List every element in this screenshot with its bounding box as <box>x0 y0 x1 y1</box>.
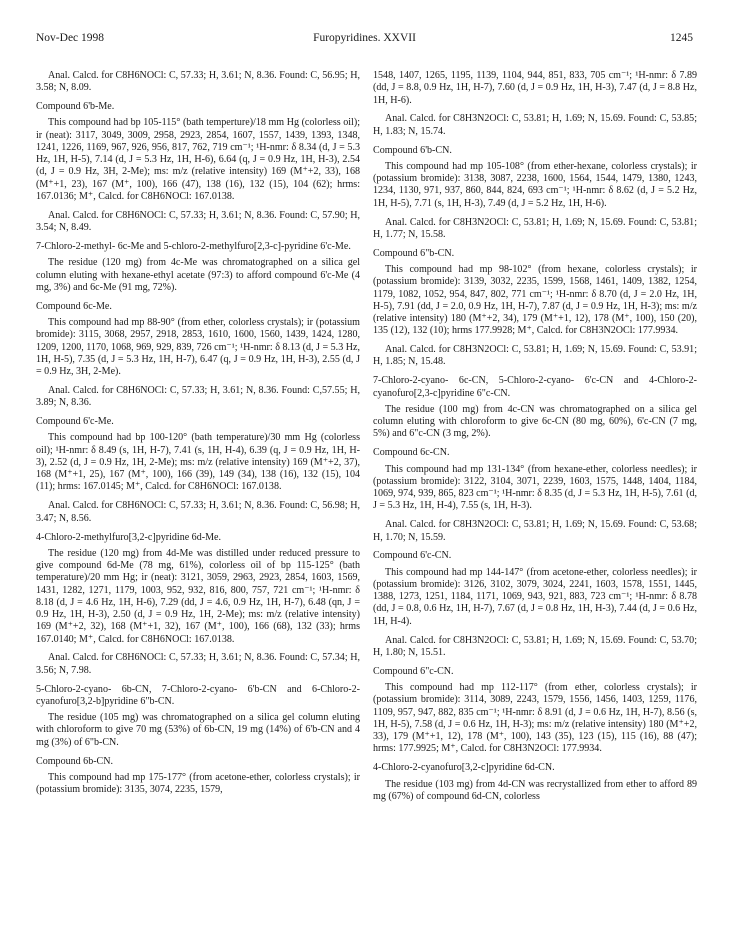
compound-heading: Compound 6"b-CN. <box>373 247 455 259</box>
issue-date: Nov-Dec 1998 <box>36 32 105 44</box>
compound-heading: Compound 6'c-CN. <box>373 550 452 562</box>
compound-heading: Compound 6'b-Me. <box>36 101 115 113</box>
anal-paragraph: Anal. Calcd. for C8H3N2OCl: C, 53.81; H, 1.69; N, 15.69. Found: C, 53.81; H, 1.77; N, 15.58. <box>373 216 697 240</box>
compound-heading: Compound 6b-CN. <box>36 755 114 767</box>
compound-heading: Compound 6c-CN. <box>373 447 450 459</box>
left-column <box>36 70 360 803</box>
section-heading: 7-Chloro-2-cyano- 6c-CN, 5-Chloro-2-cyano- 6'c-CN and 4-Chloro-2-cyanofuro[2,3-c]pyridine 6"c-CN. <box>373 375 697 399</box>
procedure-paragraph: The residue (120 mg) from 4c-Me was chromatographed on a silica gel column eluting with hexane-ethyl acetate (97:3) to afford compound 6'c-Me (4 mg, 3%) and 6c-Me (91 mg, 72%). <box>36 257 360 293</box>
anal-paragraph: Anal. Calcd. for C8H6NOCl: C, 57.33; H, 3.61; N, 8.36. Found: C, 57.34; H, 3.56; N, 7.98. <box>36 652 360 676</box>
procedure-paragraph: The residue (105 mg) was chromatographed on a silica gel column eluting with chloroform to give 70 mg (53%) of 6b-CN, 19 mg (14%) of 6'b-CN and 4 mg (3%) of 6"b-CN. <box>36 712 360 748</box>
section-heading: 5-Chloro-2-cyano- 6b-CN, 7-Chloro-2-cyano- 6'b-CN and 6-Chloro-2-cyanofuro[3,2-b]pyridine 6"b-CN. <box>36 683 360 707</box>
anal-paragraph: Anal. Calcd. for C8H3N2OCl: C, 53.81; H, 1.69; N, 15.69. Found: C, 53.85; H, 1.83; N, 15.74. <box>373 113 697 137</box>
anal-paragraph: Anal. Calcd. for C8H6NOCl: C, 57.33; H, 3.61; N, 8.36. Found: C,57.55; H, 3.89; N, 8.36. <box>36 384 360 409</box>
compound-description: This compound had mp 88-90° (from ether, colorless crystals); ir (potassium bromide): 3115, 3068, 2957, 2918, 2853, 1610, 1600, 1560, 1439, 1424, 1280, 1209, 1200, 1170, 1068, 969, 929, 839, 726 cm⁻¹; ¹H-nmr: δ 8.13 (d, J = 5.3 Hz, 1H, H-5), 7.35 (d, J = 5.3 Hz, 1H, H-7), 6.47 (q, J = 0.9 Hz, 1H, H-3), 2.55 (d, J = 0.9 Hz, 3H, 2-Me). <box>36 317 360 377</box>
running-title: Furopyridines. XXVII <box>313 32 416 44</box>
procedure-paragraph: The residue (103 mg) from 4d-CN was recrystallized from ether to afford 89 mg (67%) of compound 6d-CN, colorless <box>373 778 697 802</box>
anal-paragraph: Anal. Calcd. for C8H3N2OCl: C, 53.81; H, 1.69; N, 15.69. Found: C, 53.68; H, 1.70; N, 15.59. <box>373 519 697 543</box>
compound-description: This compound had bp 105-115° (bath temperture)/18 mm Hg (colorless oil); ir (neat): 3117, 3049, 3009, 2958, 2923, 2854, 1607, 1557, 1439, 1393, 1348, 1241, 1226, 1169, 967, 926, 956, 817, 762, 719 cm⁻¹; ¹H-nmr: δ 8.34 (d, J = 5.3 Hz, 1H, H-5), 7.14 (d, J = 5.3 Hz, 1H, H-6), 6.64 (q, J = 0.9 Hz, 1H, H-3), 2.54 (d, J = 0.9 Hz, 3H, 2-Me); ms: m/z (relative intensity) 169 (M⁺+2, 33), 168 (M⁺+1, 23), 167 (M⁺, 100), 166 (47), 138 (16), 132 (15), 104 (62); hrms: 167.0136; M⁺, Calcd. for C8H6NOCl: 167.0138. <box>36 117 360 202</box>
compound-description: This compound had mp 144-147° (from acetone-ether, colorless needles); ir (potassium bromide): 3126, 3102, 3079, 3024, 2241, 1603, 1578, 1551, 1445, 1388, 1273, 1251, 1184, 1171, 1069, 943, 921, 883, 723 cm⁻¹; ¹H-nmr: δ 8.78 (dd, J = 0.8, 0.6 Hz, 1H, H-7), 7.67 (d, J = 0.8 Hz, 1H, H-3), 7.44 (d, J = 0.6 Hz, 1H, H-4). <box>373 566 697 627</box>
procedure-paragraph: The residue (100 mg) from 4c-CN was chromatographed on a silica gel column eluting with chloroform to give 6c-CN (80 mg, 60%), 6'c-CN (7 mg, 5%) and 6"c-CN (3 mg, 2%). <box>373 403 697 440</box>
compound-description: This compound had mp 131-134° (from hexane-ether, colorless needles); ir (potassium bromide): 3122, 3104, 3071, 2239, 1603, 1575, 1448, 1404, 1184, 1069, 974, 939, 865, 823 cm⁻¹; ¹H-nmr: δ 8.35 (d, J = 5.3 Hz, 1H, H-5), 7.61 (d, J = 5.3 Hz, 1H, H-4), 7.55 (s, 1H, H-3). <box>373 463 697 512</box>
compound-description: This compound had mp 98-102° (from hexane, colorless crystals); ir (potassium bromide): 3139, 3032, 2235, 1599, 1568, 1461, 1409, 1382, 1254, 1179, 1082, 1052, 954, 847, 802, 771 cm⁻¹; ¹H-nmr: δ 8.70 (d, J = 2.0 Hz, 1H, H-5), 7.91 (dd, J = 2.0, 0.9 Hz, 1H, H-7), 7.87 (d, J = 0.9 Hz, 1H, H-3); ms: m/z (relative intensity) 180 (M⁺+2, 34), 179 (M⁺+1, 12), 178 (M⁺, 100), 150 (20), 135 (12), 132 (10); hrms 177.9928; M⁺, Calcd. for C8H3N2OCl: 177.9934. <box>373 264 697 337</box>
compound-description-continued: 1548, 1407, 1265, 1195, 1139, 1104, 944, 851, 833, 705 cm⁻¹; ¹H-nmr: δ 7.89 (dd, J = 8.8, 0.9 Hz, 1H, H-7), 7.60 (d, J = 0.9 Hz, 1H, H-3), 7.47 (d, J = 8.8 Hz, 1H, H-6). <box>373 70 697 106</box>
compound-heading: Compound 6'c-Me. <box>36 416 114 428</box>
anal-paragraph: Anal. Calcd. for C8H6NOCl: C, 57.33; H, 3.61; N, 8.36. Found: C, 56.95; H, 3.58; N, 8.09. <box>36 70 360 94</box>
anal-paragraph: Anal. Calcd. for C8H3N2OCl: C, 53.81; H, 1.69; N, 15.69. Found: C, 53.91; H, 1.85; N, 15.48. <box>373 344 697 368</box>
section-heading: 4-Chloro-2-methylfuro[3,2-c]pyridine 6d-Me. <box>36 531 221 543</box>
anal-paragraph: Anal. Calcd. for C8H6NOCl: C, 57.33; H, 3.61; N, 8.36. Found: C, 56.98; H, 3.47; N, 8.56. <box>36 500 360 524</box>
compound-heading: Compound 6'b-CN. <box>373 144 452 156</box>
procedure-paragraph: The residue (120 mg) from 4d-Me was distilled under reduced pressure to give compound 6d-Me (78 mg, 61%), colorless oil of bp 115-125° (bath temperature)/20 mm Hg; ir (neat): 3121, 3059, 2963, 2923, 2854, 1603, 1569, 1431, 1282, 1271, 1179, 1003, 952, 932, 816, 800, 757, 721 cm⁻¹; ¹H-nmr: δ 8.18 (d, J = 4.6 Hz, 1H, H-6), 7.29 (dd, J = 4.6, 0.9 Hz, 1H, H-7), 6.48 (qn, J = 0.9 Hz, 1H, H-3), 2.50 (d, J = 0.9 Hz, 1H, 2-Me); ms: m/z (relative intensity) 169 (M⁺+2, 32), 168 (M⁺+1, 32), 167 (M⁺, 100), 166 (68), 132 (33); hrms 167.0140; M⁺, Calcd. for C8H6NOCl: 167.0138. <box>36 547 360 645</box>
section-heading: 4-Chloro-2-cyanofuro[3,2-c]pyridine 6d-CN. <box>373 762 555 774</box>
section-heading: 7-Chloro-2-methyl- 6c-Me and 5-chloro-2-methylfuro[2,3-c]-pyridine 6'c-Me. <box>36 241 351 253</box>
compound-description: This compound had mp 105-108° (from ether-hexane, colorless crystals); ir (potassium bromide): 3138, 3087, 2238, 1600, 1564, 1544, 1479, 1380, 1243, 1234, 1130, 971, 937, 860, 844, 824, 693 cm⁻¹; ¹H-nmr: δ 8.62 (d, J = 5.2 Hz, 1H, H-5), 7.71 (s, 1H, H-3), 7.49 (d, J = 5.2 Hz, 1H, H-6). <box>373 160 697 209</box>
running-header <box>36 32 693 48</box>
compound-description: This compound had bp 100-120° (bath temperature)/30 mm Hg (colorless oil); ¹H-nmr: δ 8.49 (s, 1H, H-7), 7.41 (s, 1H, H-4), 6.39 (q, J = 0.9 Hz, 1H, H-3), 2.52 (d, J = 0.9 Hz, 1H, 2-Me); ms: m/z (relative intensity) 169 (M⁺+2, 37), 168 (M⁺+1, 25), 167 (M⁺, 100), 166 (39), 149 (34), 138 (16), 132 (15), 104 (11); hrms: 167.0145; M⁺, Calcd. for C8H6NOCl: 167.0138. <box>36 432 360 493</box>
page-number: 1245 <box>670 32 693 44</box>
compound-description: This compound had mp 175-177° (from acetone-ether, colorless crystals); ir (potassium bromide): 3135, 3074, 2235, 1579, <box>36 771 360 796</box>
compound-heading: Compound 6c-Me. <box>36 300 112 312</box>
anal-paragraph: Anal. Calcd. for C8H6NOCl: C, 57.33; H, 3.61; N, 8.36. Found: C, 57.90; H, 3.54; N, 8.49. <box>36 209 360 234</box>
right-column <box>373 70 697 810</box>
compound-heading: Compound 6"c-CN. <box>373 665 454 677</box>
compound-description: This compound had mp 112-117° (from ether, colorless crystals); ir (potassium bromide): 3114, 3089, 2243, 1579, 1556, 1456, 1403, 1259, 1176, 1109, 957, 947, 882, 835 cm⁻¹; ¹H-nmr: δ 8.91 (d, J = 0.6 Hz, 1H, H-7), 8.56 (s, 1H, H-5), 7.58 (d, J = 0.6 Hz, 1H, H-3); ms: m/z (relative intensity) 180 (M⁺+2, 33), 179 (M⁺+1, 12), 178 (M⁺, 100), 143 (35), 123 (15), 115 (16), 88 (47); hrms: 177.9925; M⁺, Calcd. for C8H3N2OCl: 177.9934. <box>373 682 697 755</box>
anal-paragraph: Anal. Calcd. for C8H3N2OCl: C, 53.81; H, 1.69; N, 15.69. Found: C, 53.70; H, 1.80; N, 15.51. <box>373 634 697 658</box>
